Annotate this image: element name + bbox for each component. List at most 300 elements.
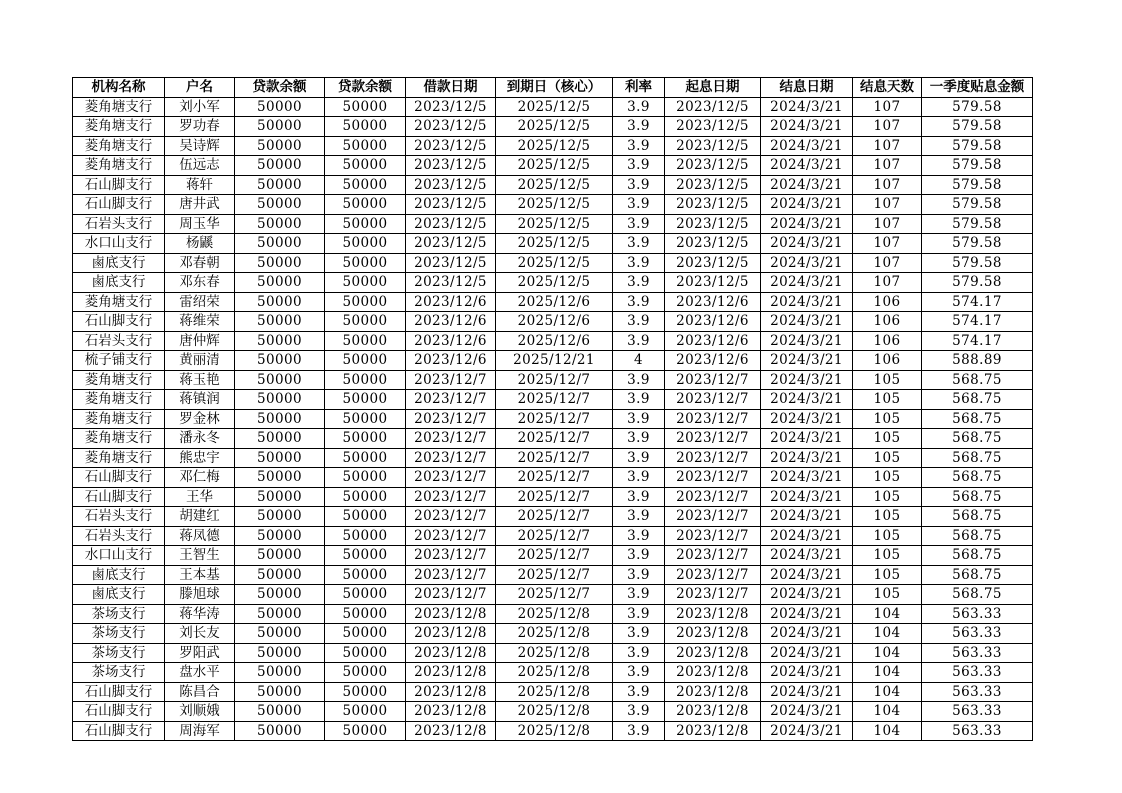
cell-loan-balance: 50000 — [235, 429, 325, 449]
cell-loan-balance: 50000 — [235, 604, 325, 624]
cell-loan-date: 2023/12/5 — [406, 214, 496, 234]
cell-interest-start-date: 2023/12/5 — [665, 273, 761, 293]
cell-maturity-date: 2025/12/7 — [496, 546, 613, 566]
cell-settlement-date: 2024/3/21 — [761, 507, 853, 527]
cell-interest-rate: 3.9 — [613, 565, 665, 585]
cell-interest-start-date: 2023/12/5 — [665, 97, 761, 117]
cell-interest-days: 107 — [853, 195, 922, 215]
cell-settlement-date: 2024/3/21 — [761, 234, 853, 254]
cell-account-name: 蒋轩 — [165, 175, 235, 195]
cell-q1-subsidy-amount: 563.33 — [922, 604, 1033, 624]
cell-loan-date: 2023/12/5 — [406, 175, 496, 195]
cell-q1-subsidy-amount: 563.33 — [922, 663, 1033, 683]
table-row — [73, 507, 1033, 527]
cell-maturity-date: 2025/12/7 — [496, 526, 613, 546]
cell-account-name: 邓仁梅 — [165, 468, 235, 488]
cell-loan-date: 2023/12/5 — [406, 253, 496, 273]
cell-account-name: 蒋玉艳 — [165, 370, 235, 390]
cell-loan-balance: 50000 — [235, 585, 325, 605]
cell-settlement-date: 2024/3/21 — [761, 312, 853, 332]
cell-settlement-date: 2024/3/21 — [761, 273, 853, 293]
cell-interest-start-date: 2023/12/7 — [665, 565, 761, 585]
cell-account-name: 陈昌合 — [165, 682, 235, 702]
cell-branch: 石山脚支行 — [73, 175, 165, 195]
cell-account-name: 吴诗辉 — [165, 136, 235, 156]
cell-interest-days: 104 — [853, 663, 922, 683]
column-header-interest-rate: 利率 — [613, 78, 665, 98]
cell-maturity-date: 2025/12/8 — [496, 663, 613, 683]
cell-interest-days: 105 — [853, 585, 922, 605]
cell-branch: 菱角塘支行 — [73, 136, 165, 156]
cell-loan-balance-2: 50000 — [325, 721, 406, 741]
cell-settlement-date: 2024/3/21 — [761, 370, 853, 390]
cell-interest-rate: 3.9 — [613, 526, 665, 546]
cell-loan-date: 2023/12/6 — [406, 331, 496, 351]
cell-maturity-date: 2025/12/7 — [496, 429, 613, 449]
cell-loan-balance-2: 50000 — [325, 663, 406, 683]
cell-maturity-date: 2025/12/5 — [496, 253, 613, 273]
cell-q1-subsidy-amount: 563.33 — [922, 624, 1033, 644]
cell-account-name: 周玉华 — [165, 214, 235, 234]
cell-maturity-date: 2025/12/8 — [496, 643, 613, 663]
table-row — [73, 234, 1033, 254]
cell-maturity-date: 2025/12/7 — [496, 409, 613, 429]
cell-interest-rate: 3.9 — [613, 136, 665, 156]
cell-loan-balance-2: 50000 — [325, 117, 406, 137]
cell-interest-days: 105 — [853, 468, 922, 488]
cell-interest-rate: 3.9 — [613, 721, 665, 741]
cell-maturity-date: 2025/12/5 — [496, 117, 613, 137]
cell-account-name: 刘小军 — [165, 97, 235, 117]
cell-settlement-date: 2024/3/21 — [761, 156, 853, 176]
cell-interest-days: 105 — [853, 487, 922, 507]
cell-branch: 石岩头支行 — [73, 507, 165, 527]
cell-interest-days: 106 — [853, 312, 922, 332]
table-row — [73, 253, 1033, 273]
cell-loan-date: 2023/12/6 — [406, 292, 496, 312]
cell-q1-subsidy-amount: 568.75 — [922, 507, 1033, 527]
cell-loan-date: 2023/12/5 — [406, 234, 496, 254]
cell-interest-start-date: 2023/12/8 — [665, 604, 761, 624]
cell-loan-balance: 50000 — [235, 136, 325, 156]
cell-maturity-date: 2025/12/8 — [496, 624, 613, 644]
cell-settlement-date: 2024/3/21 — [761, 565, 853, 585]
table-row — [73, 214, 1033, 234]
cell-account-name: 蒋镇润 — [165, 390, 235, 410]
cell-interest-rate: 3.9 — [613, 409, 665, 429]
cell-q1-subsidy-amount: 574.17 — [922, 331, 1033, 351]
cell-interest-rate: 3.9 — [613, 448, 665, 468]
cell-loan-balance-2: 50000 — [325, 526, 406, 546]
cell-branch: 石岩头支行 — [73, 214, 165, 234]
cell-loan-balance-2: 50000 — [325, 448, 406, 468]
cell-interest-rate: 3.9 — [613, 156, 665, 176]
cell-q1-subsidy-amount: 568.75 — [922, 429, 1033, 449]
cell-interest-days: 106 — [853, 351, 922, 371]
cell-account-name: 滕旭球 — [165, 585, 235, 605]
cell-q1-subsidy-amount: 568.75 — [922, 370, 1033, 390]
cell-branch: 水口山支行 — [73, 546, 165, 566]
cell-loan-date: 2023/12/7 — [406, 409, 496, 429]
cell-q1-subsidy-amount: 579.58 — [922, 117, 1033, 137]
table-row — [73, 663, 1033, 683]
cell-maturity-date: 2025/12/8 — [496, 604, 613, 624]
cell-maturity-date: 2025/12/5 — [496, 156, 613, 176]
cell-settlement-date: 2024/3/21 — [761, 526, 853, 546]
cell-interest-days: 105 — [853, 546, 922, 566]
cell-interest-rate: 3.9 — [613, 624, 665, 644]
column-header-interest-days: 结息天数 — [853, 78, 922, 98]
cell-account-name: 蒋凤德 — [165, 526, 235, 546]
cell-loan-date: 2023/12/6 — [406, 312, 496, 332]
cell-interest-days: 105 — [853, 507, 922, 527]
cell-interest-rate: 3.9 — [613, 97, 665, 117]
cell-q1-subsidy-amount: 574.17 — [922, 312, 1033, 332]
cell-q1-subsidy-amount: 588.89 — [922, 351, 1033, 371]
cell-loan-date: 2023/12/7 — [406, 468, 496, 488]
cell-interest-days: 107 — [853, 253, 922, 273]
table-row — [73, 682, 1033, 702]
cell-account-name: 唐井武 — [165, 195, 235, 215]
cell-settlement-date: 2024/3/21 — [761, 214, 853, 234]
cell-branch: 菱角塘支行 — [73, 448, 165, 468]
cell-branch: 菱角塘支行 — [73, 97, 165, 117]
cell-loan-balance-2: 50000 — [325, 136, 406, 156]
cell-interest-rate: 3.9 — [613, 663, 665, 683]
cell-maturity-date: 2025/12/7 — [496, 370, 613, 390]
cell-interest-rate: 3.9 — [613, 273, 665, 293]
column-header-loan-balance-2: 贷款余额 — [325, 78, 406, 98]
table-row — [73, 624, 1033, 644]
cell-interest-start-date: 2023/12/8 — [665, 721, 761, 741]
cell-settlement-date: 2024/3/21 — [761, 604, 853, 624]
cell-loan-date: 2023/12/6 — [406, 351, 496, 371]
cell-settlement-date: 2024/3/21 — [761, 390, 853, 410]
cell-settlement-date: 2024/3/21 — [761, 721, 853, 741]
cell-settlement-date: 2024/3/21 — [761, 487, 853, 507]
cell-maturity-date: 2025/12/7 — [496, 507, 613, 527]
cell-q1-subsidy-amount: 568.75 — [922, 487, 1033, 507]
cell-loan-balance-2: 50000 — [325, 351, 406, 371]
cell-branch: 石山脚支行 — [73, 195, 165, 215]
table-row — [73, 526, 1033, 546]
cell-branch: 石山脚支行 — [73, 312, 165, 332]
table-row — [73, 565, 1033, 585]
cell-loan-date: 2023/12/5 — [406, 97, 496, 117]
column-header-settlement-date: 结息日期 — [761, 78, 853, 98]
cell-settlement-date: 2024/3/21 — [761, 292, 853, 312]
cell-settlement-date: 2024/3/21 — [761, 136, 853, 156]
spreadsheet-page — [72, 77, 1033, 741]
cell-loan-balance-2: 50000 — [325, 546, 406, 566]
cell-interest-start-date: 2023/12/7 — [665, 370, 761, 390]
cell-account-name: 罗阳武 — [165, 643, 235, 663]
cell-account-name: 蒋华涛 — [165, 604, 235, 624]
cell-interest-days: 107 — [853, 97, 922, 117]
cell-loan-date: 2023/12/8 — [406, 702, 496, 722]
cell-loan-balance: 50000 — [235, 351, 325, 371]
cell-branch: 茶场支行 — [73, 624, 165, 644]
cell-settlement-date: 2024/3/21 — [761, 97, 853, 117]
cell-account-name: 王智生 — [165, 546, 235, 566]
cell-loan-balance: 50000 — [235, 234, 325, 254]
table-row — [73, 156, 1033, 176]
cell-loan-balance-2: 50000 — [325, 565, 406, 585]
cell-loan-date: 2023/12/7 — [406, 429, 496, 449]
cell-loan-balance: 50000 — [235, 643, 325, 663]
cell-loan-balance: 50000 — [235, 526, 325, 546]
cell-interest-start-date: 2023/12/5 — [665, 156, 761, 176]
cell-settlement-date: 2024/3/21 — [761, 682, 853, 702]
cell-loan-balance-2: 50000 — [325, 624, 406, 644]
table-row — [73, 448, 1033, 468]
table-row — [73, 331, 1033, 351]
cell-maturity-date: 2025/12/5 — [496, 136, 613, 156]
cell-q1-subsidy-amount: 568.75 — [922, 390, 1033, 410]
cell-loan-balance: 50000 — [235, 507, 325, 527]
cell-loan-balance: 50000 — [235, 448, 325, 468]
cell-interest-rate: 3.9 — [613, 682, 665, 702]
cell-interest-start-date: 2023/12/7 — [665, 507, 761, 527]
cell-interest-rate: 3.9 — [613, 331, 665, 351]
column-header-branch: 机构名称 — [73, 78, 165, 98]
cell-loan-date: 2023/12/5 — [406, 117, 496, 137]
cell-interest-rate: 3.9 — [613, 117, 665, 137]
cell-q1-subsidy-amount: 563.33 — [922, 682, 1033, 702]
cell-maturity-date: 2025/12/7 — [496, 448, 613, 468]
cell-account-name: 熊忠宇 — [165, 448, 235, 468]
cell-interest-rate: 3.9 — [613, 643, 665, 663]
cell-interest-start-date: 2023/12/7 — [665, 487, 761, 507]
cell-q1-subsidy-amount: 579.58 — [922, 97, 1033, 117]
column-header-loan-balance: 贷款余额 — [235, 78, 325, 98]
cell-q1-subsidy-amount: 568.75 — [922, 468, 1033, 488]
cell-q1-subsidy-amount: 579.58 — [922, 234, 1033, 254]
cell-account-name: 邓春朝 — [165, 253, 235, 273]
cell-interest-start-date: 2023/12/7 — [665, 526, 761, 546]
cell-loan-date: 2023/12/7 — [406, 565, 496, 585]
cell-loan-balance-2: 50000 — [325, 390, 406, 410]
cell-account-name: 王本基 — [165, 565, 235, 585]
table-row — [73, 292, 1033, 312]
table-row — [73, 468, 1033, 488]
cell-interest-days: 107 — [853, 175, 922, 195]
cell-branch: 鹵底支行 — [73, 273, 165, 293]
cell-interest-rate: 3.9 — [613, 546, 665, 566]
cell-branch: 菱角塘支行 — [73, 156, 165, 176]
cell-settlement-date: 2024/3/21 — [761, 117, 853, 137]
cell-q1-subsidy-amount: 568.75 — [922, 565, 1033, 585]
cell-loan-date: 2023/12/8 — [406, 604, 496, 624]
cell-branch: 菱角塘支行 — [73, 390, 165, 410]
cell-interest-rate: 3.9 — [613, 195, 665, 215]
cell-account-name: 蒋维荣 — [165, 312, 235, 332]
cell-account-name: 刘长友 — [165, 624, 235, 644]
cell-maturity-date: 2025/12/8 — [496, 702, 613, 722]
cell-loan-balance-2: 50000 — [325, 253, 406, 273]
cell-account-name: 王华 — [165, 487, 235, 507]
cell-interest-days: 105 — [853, 370, 922, 390]
column-header-interest-start-date: 起息日期 — [665, 78, 761, 98]
cell-loan-date: 2023/12/8 — [406, 643, 496, 663]
cell-loan-balance-2: 50000 — [325, 604, 406, 624]
cell-interest-days: 107 — [853, 156, 922, 176]
cell-interest-rate: 3.9 — [613, 253, 665, 273]
cell-interest-start-date: 2023/12/6 — [665, 292, 761, 312]
cell-settlement-date: 2024/3/21 — [761, 643, 853, 663]
cell-interest-rate: 3.9 — [613, 487, 665, 507]
cell-loan-balance: 50000 — [235, 390, 325, 410]
cell-loan-date: 2023/12/8 — [406, 682, 496, 702]
cell-branch: 石岩头支行 — [73, 331, 165, 351]
cell-interest-days: 104 — [853, 721, 922, 741]
cell-account-name: 罗金林 — [165, 409, 235, 429]
cell-loan-date: 2023/12/7 — [406, 546, 496, 566]
cell-loan-date: 2023/12/8 — [406, 721, 496, 741]
cell-interest-rate: 3.9 — [613, 390, 665, 410]
cell-interest-days: 106 — [853, 331, 922, 351]
cell-branch: 梳子铺支行 — [73, 351, 165, 371]
cell-loan-balance: 50000 — [235, 468, 325, 488]
table-row — [73, 409, 1033, 429]
cell-branch: 鹵底支行 — [73, 565, 165, 585]
cell-q1-subsidy-amount: 563.33 — [922, 702, 1033, 722]
cell-interest-rate: 3.9 — [613, 370, 665, 390]
cell-interest-days: 105 — [853, 390, 922, 410]
cell-loan-balance-2: 50000 — [325, 487, 406, 507]
table-row — [73, 175, 1033, 195]
cell-account-name: 刘顺娥 — [165, 702, 235, 722]
cell-interest-rate: 3.9 — [613, 585, 665, 605]
cell-loan-date: 2023/12/5 — [406, 273, 496, 293]
cell-loan-balance-2: 50000 — [325, 507, 406, 527]
cell-interest-start-date: 2023/12/5 — [665, 253, 761, 273]
cell-branch: 石山脚支行 — [73, 702, 165, 722]
table-row — [73, 136, 1033, 156]
cell-q1-subsidy-amount: 568.75 — [922, 526, 1033, 546]
cell-interest-start-date: 2023/12/8 — [665, 663, 761, 683]
cell-interest-rate: 3.9 — [613, 312, 665, 332]
cell-settlement-date: 2024/3/21 — [761, 663, 853, 683]
cell-loan-balance-2: 50000 — [325, 214, 406, 234]
cell-loan-date: 2023/12/7 — [406, 487, 496, 507]
cell-account-name: 杨鼷 — [165, 234, 235, 254]
cell-interest-start-date: 2023/12/7 — [665, 468, 761, 488]
cell-account-name: 伍远志 — [165, 156, 235, 176]
cell-q1-subsidy-amount: 563.33 — [922, 643, 1033, 663]
cell-interest-start-date: 2023/12/5 — [665, 136, 761, 156]
cell-interest-rate: 3.9 — [613, 507, 665, 527]
cell-interest-days: 104 — [853, 702, 922, 722]
cell-loan-date: 2023/12/5 — [406, 156, 496, 176]
cell-branch: 菱角塘支行 — [73, 292, 165, 312]
column-header-loan-date: 借款日期 — [406, 78, 496, 98]
cell-maturity-date: 2025/12/6 — [496, 292, 613, 312]
cell-interest-rate: 4 — [613, 351, 665, 371]
cell-loan-balance: 50000 — [235, 195, 325, 215]
cell-interest-days: 104 — [853, 682, 922, 702]
cell-settlement-date: 2024/3/21 — [761, 702, 853, 722]
cell-interest-rate: 3.9 — [613, 292, 665, 312]
cell-loan-balance: 50000 — [235, 292, 325, 312]
cell-interest-start-date: 2023/12/7 — [665, 546, 761, 566]
cell-loan-balance: 50000 — [235, 312, 325, 332]
cell-interest-start-date: 2023/12/5 — [665, 234, 761, 254]
cell-loan-balance-2: 50000 — [325, 429, 406, 449]
table-row — [73, 546, 1033, 566]
cell-interest-days: 107 — [853, 136, 922, 156]
cell-branch: 石岩头支行 — [73, 526, 165, 546]
cell-q1-subsidy-amount: 568.75 — [922, 585, 1033, 605]
cell-q1-subsidy-amount: 579.58 — [922, 175, 1033, 195]
cell-loan-balance-2: 50000 — [325, 312, 406, 332]
cell-interest-start-date: 2023/12/6 — [665, 351, 761, 371]
cell-interest-start-date: 2023/12/6 — [665, 331, 761, 351]
cell-settlement-date: 2024/3/21 — [761, 468, 853, 488]
header-row — [73, 78, 1033, 98]
cell-maturity-date: 2025/12/6 — [496, 331, 613, 351]
table-row — [73, 429, 1033, 449]
cell-loan-balance: 50000 — [235, 721, 325, 741]
cell-branch: 菱角塘支行 — [73, 429, 165, 449]
cell-loan-date: 2023/12/7 — [406, 370, 496, 390]
cell-interest-days: 105 — [853, 409, 922, 429]
column-header-account-name: 户名 — [165, 78, 235, 98]
cell-q1-subsidy-amount: 579.58 — [922, 273, 1033, 293]
cell-settlement-date: 2024/3/21 — [761, 351, 853, 371]
cell-account-name: 罗功春 — [165, 117, 235, 137]
cell-branch: 茶场支行 — [73, 663, 165, 683]
cell-loan-date: 2023/12/5 — [406, 195, 496, 215]
cell-interest-rate: 3.9 — [613, 468, 665, 488]
cell-settlement-date: 2024/3/21 — [761, 195, 853, 215]
cell-q1-subsidy-amount: 579.58 — [922, 214, 1033, 234]
cell-branch: 水口山支行 — [73, 234, 165, 254]
column-header-q1-subsidy-amount: 一季度贴息金额 — [922, 78, 1033, 98]
cell-loan-date: 2023/12/7 — [406, 585, 496, 605]
cell-interest-start-date: 2023/12/7 — [665, 390, 761, 410]
cell-maturity-date: 2025/12/5 — [496, 97, 613, 117]
cell-loan-balance: 50000 — [235, 487, 325, 507]
cell-account-name: 周海军 — [165, 721, 235, 741]
cell-loan-date: 2023/12/7 — [406, 526, 496, 546]
cell-loan-balance-2: 50000 — [325, 97, 406, 117]
cell-loan-balance: 50000 — [235, 409, 325, 429]
cell-interest-start-date: 2023/12/7 — [665, 585, 761, 605]
table-row — [73, 97, 1033, 117]
cell-interest-rate: 3.9 — [613, 214, 665, 234]
cell-maturity-date: 2025/12/8 — [496, 721, 613, 741]
column-header-maturity-date: 到期日（核心） — [496, 78, 613, 98]
cell-loan-balance-2: 50000 — [325, 175, 406, 195]
cell-account-name: 胡建红 — [165, 507, 235, 527]
cell-settlement-date: 2024/3/21 — [761, 175, 853, 195]
cell-maturity-date: 2025/12/7 — [496, 565, 613, 585]
cell-account-name: 盘水平 — [165, 663, 235, 683]
table-body — [73, 97, 1033, 741]
table-row — [73, 604, 1033, 624]
cell-maturity-date: 2025/12/21 — [496, 351, 613, 371]
cell-interest-days: 105 — [853, 526, 922, 546]
cell-interest-start-date: 2023/12/5 — [665, 117, 761, 137]
cell-loan-balance-2: 50000 — [325, 702, 406, 722]
cell-maturity-date: 2025/12/7 — [496, 390, 613, 410]
cell-q1-subsidy-amount: 563.33 — [922, 721, 1033, 741]
cell-settlement-date: 2024/3/21 — [761, 331, 853, 351]
cell-loan-date: 2023/12/7 — [406, 448, 496, 468]
cell-loan-date: 2023/12/7 — [406, 390, 496, 410]
cell-settlement-date: 2024/3/21 — [761, 253, 853, 273]
